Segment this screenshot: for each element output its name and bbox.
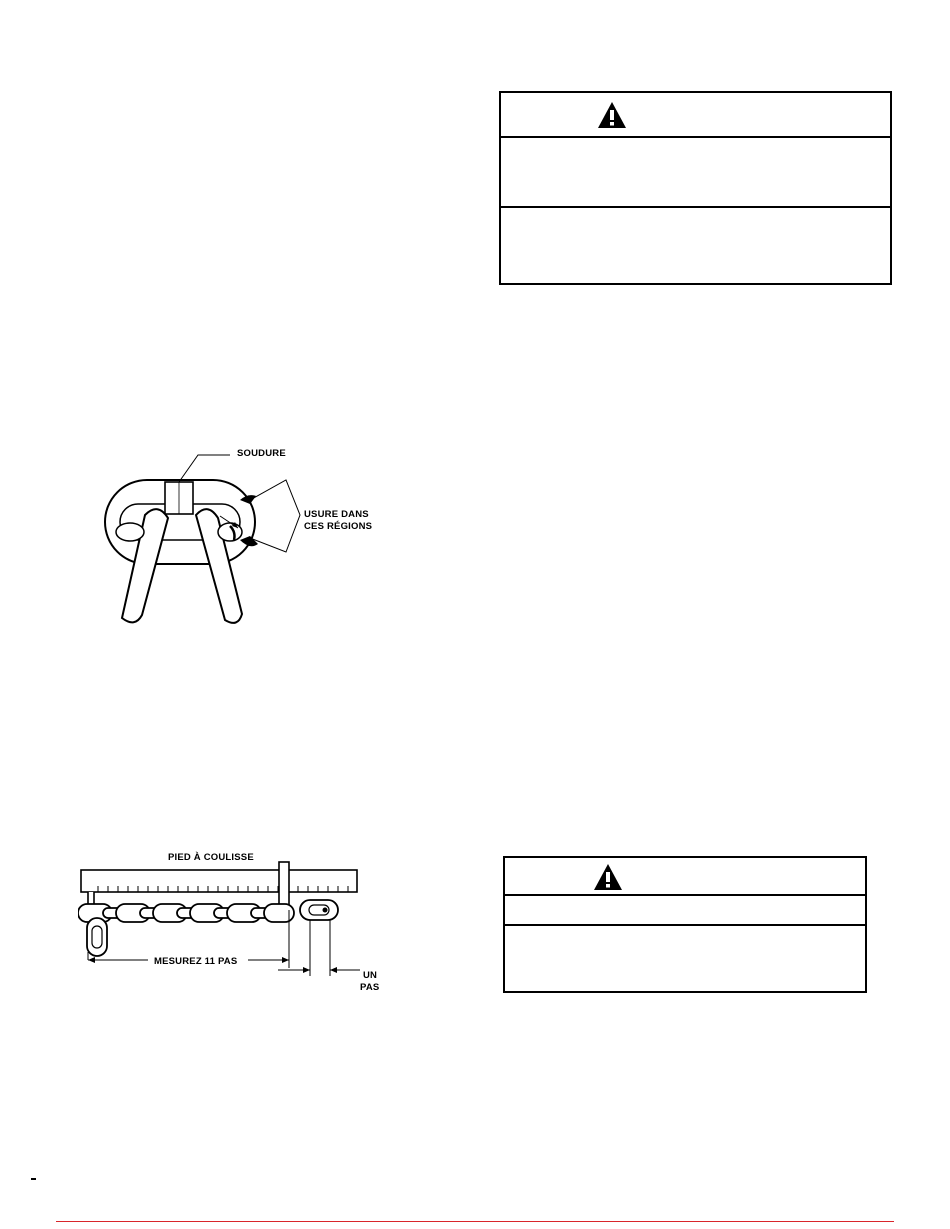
warning-body-row-1 — [505, 896, 865, 926]
warning-triangle-icon — [593, 863, 623, 891]
measure-label: MESUREZ 11 PAS — [154, 956, 238, 967]
warning-box-top — [499, 91, 892, 285]
caliper-beam — [81, 870, 357, 892]
warning-body-row-1 — [501, 138, 890, 208]
caliper-drawing — [78, 848, 398, 998]
warning-body-row-2 — [501, 208, 890, 283]
caliper-figure — [78, 848, 398, 998]
warning-header-row — [501, 93, 890, 138]
chain-link-figure — [100, 440, 400, 630]
footer-rule — [56, 1221, 894, 1222]
chain-link-drawing — [100, 440, 400, 630]
page-marker — [31, 1178, 36, 1180]
warning-box-bottom — [503, 856, 867, 993]
warning-body-row-2 — [505, 926, 865, 991]
warning-header-row — [505, 858, 865, 896]
caliper-label: PIED À COULISSE — [168, 852, 254, 863]
wear-label-line1: USURE DANS — [304, 509, 369, 520]
pitch-label-line1: UN — [363, 970, 378, 981]
wear-label-line2: CES RÉGIONS — [304, 521, 373, 532]
pitch-label-line2: PAS — [360, 982, 380, 993]
warning-triangle-icon — [597, 101, 627, 129]
caliper-slider — [279, 862, 289, 910]
weld-label: SOUDURE — [237, 448, 286, 459]
